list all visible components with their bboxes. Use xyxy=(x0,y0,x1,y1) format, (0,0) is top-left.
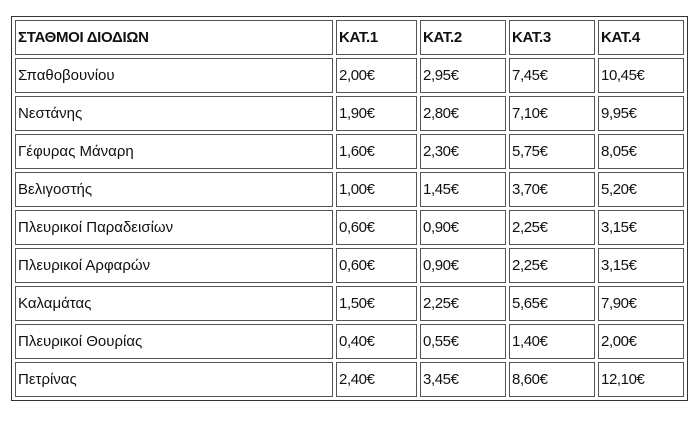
price-cat-1: 2,00€ xyxy=(336,58,417,93)
table-header xyxy=(15,20,684,55)
price-cat-2: 2,25€ xyxy=(420,286,506,321)
price-cat-1: 1,00€ xyxy=(336,172,417,207)
price-cat-2: 0,55€ xyxy=(420,324,506,359)
price-cat-2: 2,80€ xyxy=(420,96,506,131)
toll-price-table xyxy=(11,16,688,401)
station-name: Βελιγοστής xyxy=(15,172,333,207)
table-body xyxy=(15,58,684,397)
header-category-1: ΚΑΤ.1 xyxy=(336,20,417,55)
header-toll-stations: ΣΤΑΘΜΟΙ ΔΙΟΔΙΩΝ xyxy=(15,20,333,55)
price-cat-3: 7,45€ xyxy=(509,58,595,93)
station-name: Πλευρικοί Θουρίας xyxy=(15,324,333,359)
header-category-4: ΚΑΤ.4 xyxy=(598,20,684,55)
price-cat-4: 8,05€ xyxy=(598,134,684,169)
price-cat-1: 1,60€ xyxy=(336,134,417,169)
table-row xyxy=(15,362,684,397)
price-cat-4: 9,95€ xyxy=(598,96,684,131)
price-cat-4: 3,15€ xyxy=(598,248,684,283)
price-cat-2: 0,90€ xyxy=(420,248,506,283)
header-category-3: ΚΑΤ.3 xyxy=(509,20,595,55)
price-cat-3: 2,25€ xyxy=(509,210,595,245)
price-cat-3: 1,40€ xyxy=(509,324,595,359)
table-row xyxy=(15,210,684,245)
table-row xyxy=(15,134,684,169)
price-cat-1: 1,50€ xyxy=(336,286,417,321)
station-name: Πλευρικοί Αρφαρών xyxy=(15,248,333,283)
price-cat-2: 2,95€ xyxy=(420,58,506,93)
price-cat-4: 7,90€ xyxy=(598,286,684,321)
station-name: Σπαθοβουνίου xyxy=(15,58,333,93)
header-category-2: ΚΑΤ.2 xyxy=(420,20,506,55)
station-name: Πετρίνας xyxy=(15,362,333,397)
station-name: Νεστάνης xyxy=(15,96,333,131)
price-cat-2: 3,45€ xyxy=(420,362,506,397)
price-cat-1: 0,40€ xyxy=(336,324,417,359)
price-cat-2: 2,30€ xyxy=(420,134,506,169)
price-cat-1: 1,90€ xyxy=(336,96,417,131)
price-cat-4: 2,00€ xyxy=(598,324,684,359)
price-cat-3: 5,65€ xyxy=(509,286,595,321)
price-cat-3: 3,70€ xyxy=(509,172,595,207)
station-name: Καλαμάτας xyxy=(15,286,333,321)
price-cat-4: 12,10€ xyxy=(598,362,684,397)
table-row xyxy=(15,286,684,321)
price-cat-3: 7,10€ xyxy=(509,96,595,131)
table-row xyxy=(15,324,684,359)
price-cat-2: 1,45€ xyxy=(420,172,506,207)
table-row xyxy=(15,248,684,283)
table-row xyxy=(15,96,684,131)
header-row xyxy=(15,20,684,55)
price-cat-4: 10,45€ xyxy=(598,58,684,93)
price-cat-4: 3,15€ xyxy=(598,210,684,245)
price-cat-1: 2,40€ xyxy=(336,362,417,397)
price-cat-1: 0,60€ xyxy=(336,248,417,283)
station-name: Γέφυρας Μάναρη xyxy=(15,134,333,169)
table-row xyxy=(15,58,684,93)
table-row xyxy=(15,172,684,207)
price-cat-3: 5,75€ xyxy=(509,134,595,169)
price-cat-2: 0,90€ xyxy=(420,210,506,245)
toll-table-container xyxy=(11,16,688,401)
price-cat-3: 8,60€ xyxy=(509,362,595,397)
price-cat-3: 2,25€ xyxy=(509,248,595,283)
station-name: Πλευρικοί Παραδεισίων xyxy=(15,210,333,245)
price-cat-1: 0,60€ xyxy=(336,210,417,245)
price-cat-4: 5,20€ xyxy=(598,172,684,207)
